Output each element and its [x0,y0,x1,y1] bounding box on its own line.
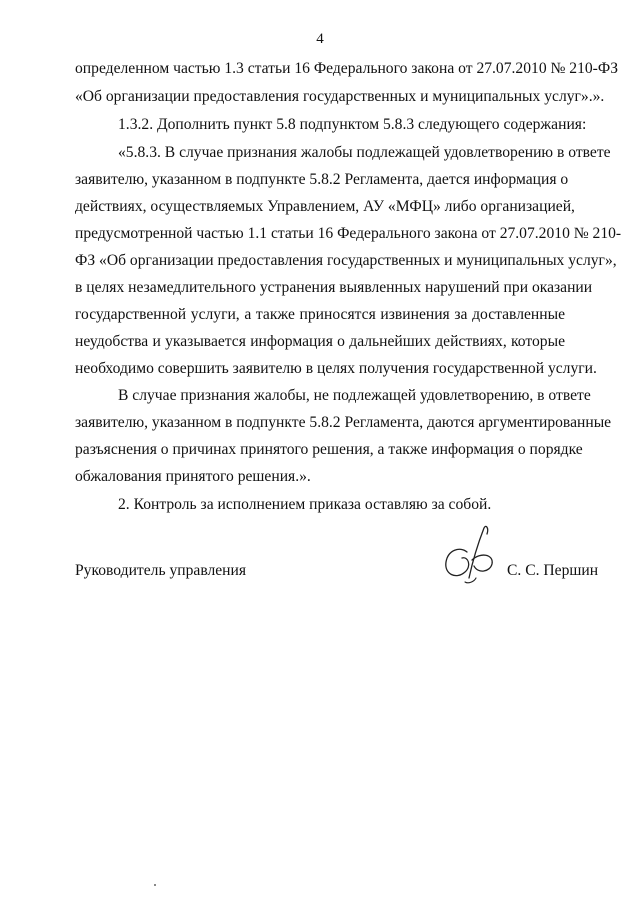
handwritten-signature [432,520,502,590]
text-line: предусмотренной частью 1.1 статьи 16 Федерального закона от 27.07.2010 № 210- [75,225,622,242]
text-line: государственной услуги, а также приносятся извинения за доставленные [75,306,565,323]
text-line: разъяснения о причинах принятого решения, а также информация о порядке [75,441,583,458]
text-line: неудобства и указывается информация о дальнейших действиях, которые [75,333,565,350]
text-line: обжалования принятого решения.». [75,468,311,485]
scan-artifact-dot [154,884,156,886]
text-line: заявителю, указанном в подпункте 5.8.2 Регламента, дается информация о [75,171,569,188]
page-number: 4 [316,31,324,47]
text-line: «Об организации предоставления государственных и муниципальных услуг».». [75,88,605,105]
text-line: необходимо совершить заявителю в целях получения государственной услуги. [75,360,597,377]
text-line: В случае признания жалобы, не подлежащей удовлетворению, в ответе [118,387,591,404]
text-line: ФЗ «Об организации предоставления государственных и муниципальных услуг», [75,252,617,269]
text-line: «5.8.3. В случае признания жалобы подлежащей удовлетворению в ответе [118,144,611,161]
signatory-name: С. С. Першин [507,562,599,579]
text-line: 2. Контроль за исполнением приказа оставляю за собой. [118,496,492,513]
text-line: 1.3.2. Дополнить пункт 5.8 подпунктом 5.8.3 следующего содержания: [118,116,587,133]
text-line: действиях, осуществляемых Управлением, АУ «МФЦ» либо организацией, [75,198,575,215]
text-line: заявителю, указанном в подпункте 5.8.2 Регламента, даются аргументированные [75,414,612,431]
signatory-role: Руководитель управления [75,562,247,579]
text-line: определенном частью 1.3 статьи 16 Федерального закона от 27.07.2010 № 210-ФЗ [75,60,619,77]
text-line: в целях незамедлительного устранения выявленных нарушений при оказании [75,279,593,296]
